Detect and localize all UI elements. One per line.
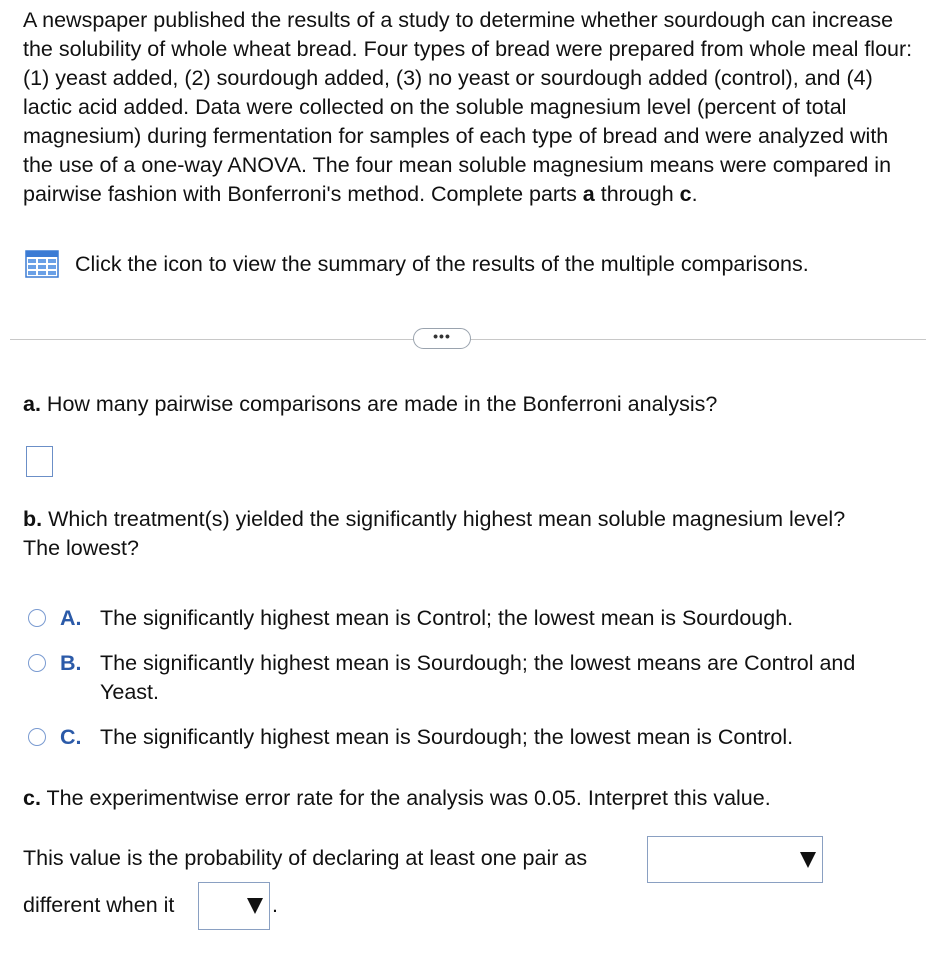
option-a-radio[interactable]	[28, 609, 46, 627]
more-dots-icon: •••	[433, 327, 451, 344]
option-a-text: The significantly highest mean is Control; the lowest mean is Sourdough.	[100, 606, 794, 630]
question-b: b. Which treatment(s) yielded the significantly highest mean soluble magnesium level? The lowest?	[23, 507, 846, 560]
option-c-letter: C.	[60, 725, 82, 749]
question-a-answer-input[interactable]	[26, 446, 53, 477]
option-a-letter: A.	[60, 606, 82, 630]
option-b-text: The significantly highest mean is Sourdough; the lowest means are Control and Yeast.	[100, 651, 856, 704]
summary-link-text[interactable]: Click the icon to view the summary of the results of the multiple comparisons.	[75, 251, 809, 276]
option-b[interactable]	[28, 649, 880, 707]
sentence-period: .	[272, 893, 278, 917]
option-b-radio[interactable]	[28, 654, 46, 672]
question-c-dropdown-2[interactable]	[198, 882, 270, 930]
question-c-sentence-part2: different when it	[23, 893, 175, 917]
dropdown-2-arrow-icon[interactable]	[247, 898, 263, 914]
expand-more-button[interactable]	[413, 328, 471, 349]
question-c-dropdown-1[interactable]	[647, 836, 823, 883]
question-a: a. How many pairwise comparisons are made in the Bonferroni analysis?	[23, 392, 718, 416]
question-c: c. The experimentwise error rate for the analysis was 0.05. Interpret this value.	[23, 786, 771, 810]
option-b-letter: B.	[60, 651, 82, 675]
problem-statement	[23, 6, 915, 209]
option-c-radio[interactable]	[28, 728, 46, 746]
question-c-sentence-part1: This value is the probability of declaring at least one pair as	[23, 846, 588, 870]
option-a[interactable]	[28, 604, 880, 633]
table-grid-icon[interactable]	[25, 250, 59, 278]
dropdown-1-arrow-icon[interactable]	[800, 852, 816, 868]
summary-link-row[interactable]	[25, 250, 809, 278]
intro-text: A newspaper published the results of a study to determine whether sourdough can increase the solubility of whole wheat bread. Four types of bread were prepared from whole meal flour: (1) yeast added, (2) sourdough added, (3) no yeast or sourdough added (control), and (4) lactic acid added. Data were collected on the soluble magnesium level (percent of total magnesium) during fermentation for samples of each type of bread and were analyzed with the use of a one-way ANOVA. The four mean soluble magnesium means were compared in pairwise fashion with Bonferroni's method. Complete parts a through c.	[23, 8, 913, 206]
option-c-text: The significantly highest mean is Sourdough; the lowest mean is Control.	[100, 725, 794, 749]
option-c[interactable]	[28, 723, 880, 752]
